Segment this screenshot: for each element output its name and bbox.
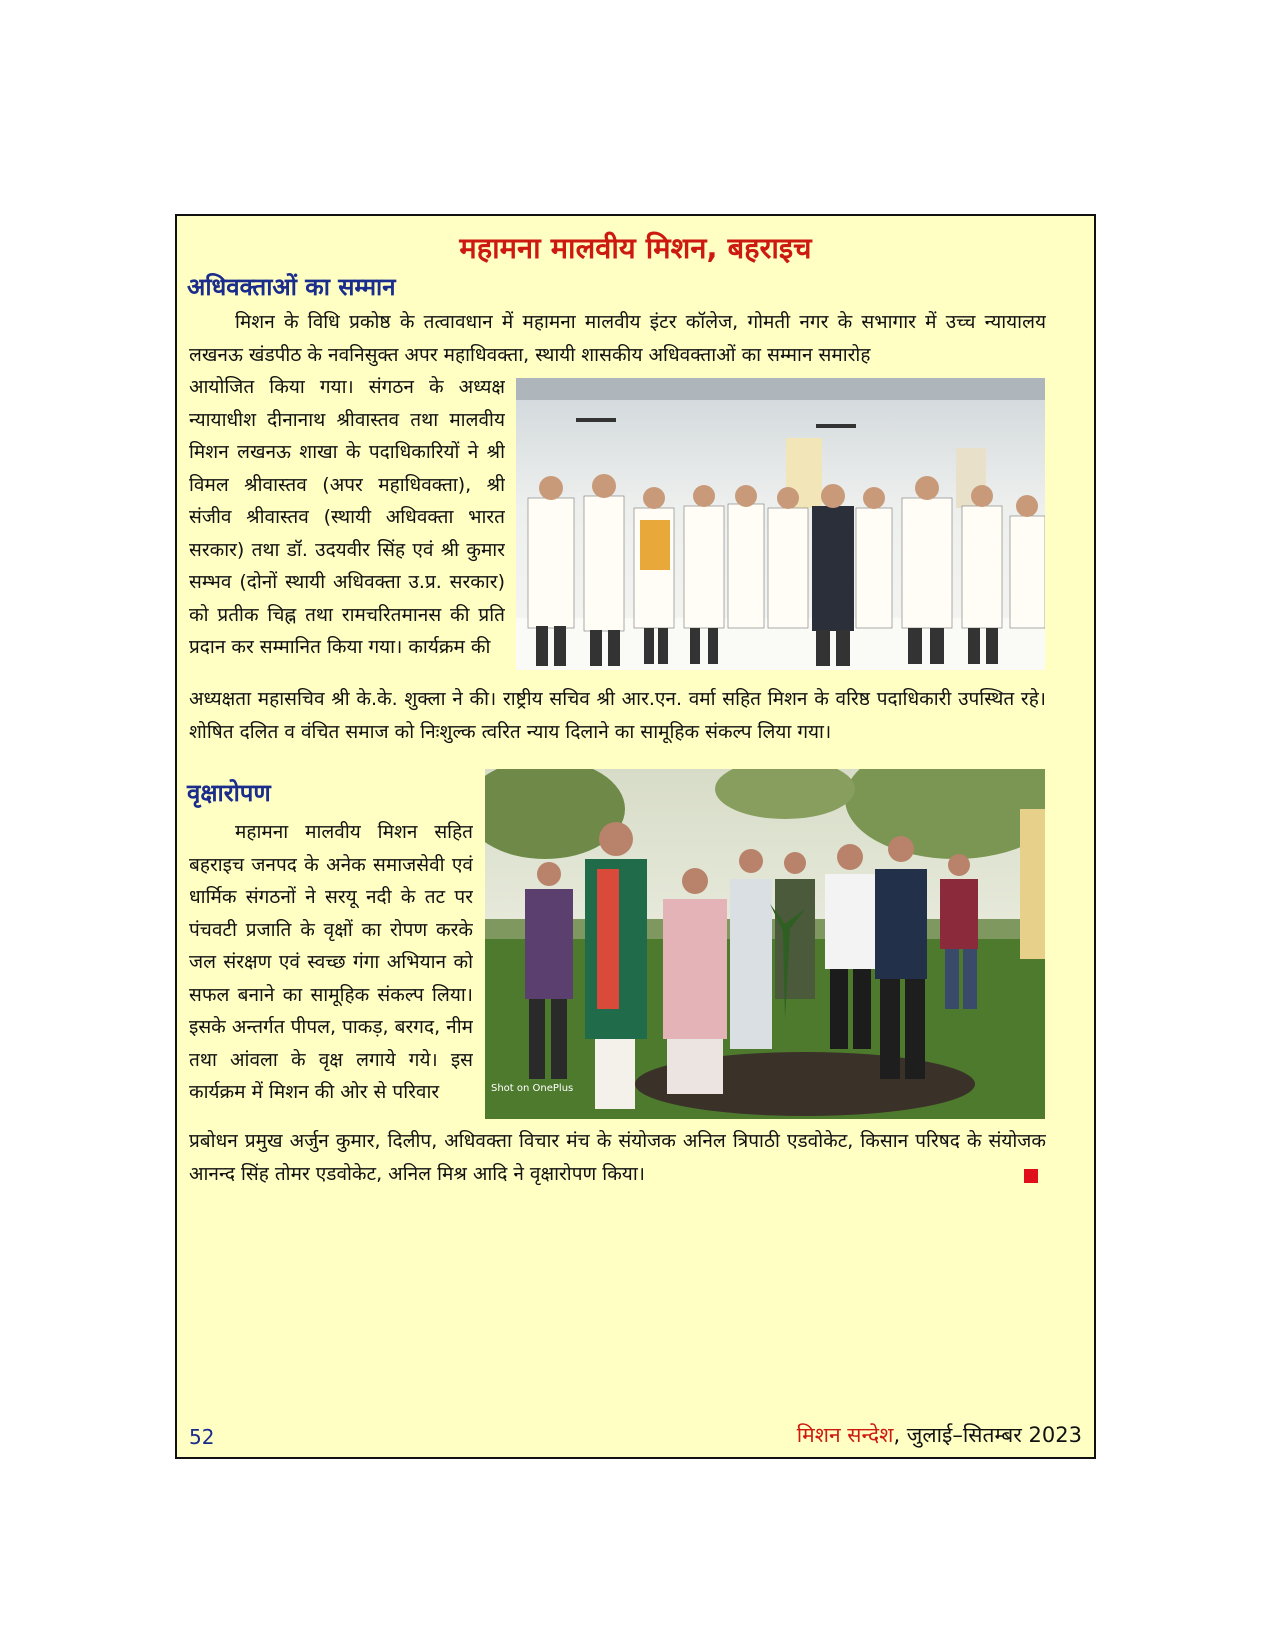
para-honour-bottom: अध्यक्षता महासचिव श्री के.के. शुक्ला ने की। राष्ट्रीय सचिव श्री आर.एन. वर्मा सहित मिशन के वरिष्ठ पदाधिकारी उपस्थित रहे। शोषित दलित व वंचित समाज को निःशुल्क त्वरित न्याय दिलाने का सामूहिक संकल्प लिया गया। [189,688,1046,743]
plantation-photo [485,769,1045,1119]
page-number: 52 [189,1425,215,1449]
page-title: महामना मालवीय मिशन, बहराइच [459,231,812,265]
section-heading-plantation: वृक्षारोपण [187,779,271,807]
article-panel [175,214,1096,1459]
footer-issue [797,1421,1082,1449]
para-honour-side: आयोजित किया गया। संगठन के अध्यक्ष न्यायाधीश दीनानाथ श्रीवास्तव तथा मालवीय मिशन लखनऊ शाखा के पदाधिकारियों ने श्री विमल श्रीवास्तव (अपर महाधिवक्ता), श्री संजीव श्रीवास्तव (स्थायी अधिवक्ता भारत सरकार) तथा डॉ. उदयवीर सिंह एवं श्री कुमार सम्भव (दोनों स्थायी अधिवक्ता उ.प्र. सरकार) को प्रतीक चिह्न तथा रामचरितमानस की प्रति प्रदान कर सम्मानित किया गया। कार्यक्रम की [189,376,505,658]
para-plantation-bottom: प्रबोधन प्रमुख अर्जुन कुमार, दिलीप, अधिवक्ता विचार मंच के संयोजक अनिल त्रिपाठी एडवोकेट, किसान परिषद के संयोजक आनन्द सिंह तोमर एडवोकेट, अनिल मिश्र आदि ने वृक्षारोपण किया। [189,1130,1046,1185]
footer-magazine: मिशन सन्देश [796,1423,894,1447]
article-end-mark [1024,1169,1038,1183]
para-honour-top: मिशन के विधि प्रकोष्ठ के तत्वावधान में महामना मालवीय इंटर कॉलेज, गोमती नगर के सभागार में उच्च न्यायालय लखनऊ खंडपीठ के नवनिसुक्त अपर महाधिवक्ता, स्थायी शासकीय अधिवक्ताओं का सम्मान समारोह [189,311,1046,366]
photo-watermark: Shot on OnePlus [491,1083,574,1094]
footer-date: , जुलाई–सितम्बर 2023 [893,1423,1082,1447]
para-plantation-side: महामना मालवीय मिशन सहित बहराइच जनपद के अनेक समाजसेवी एवं धार्मिक संगठनों ने सरयू नदी के तट पर पंचवटी प्रजाति के वृक्षों का रोपण करके जल संरक्षण एवं स्वच्छ गंगा अभियान को सफल बनाने का सामूहिक संकल्प लिया। इसके अन्तर्गत पीपल, पाकड़, बरगद, नीम तथा आंवला के वृक्ष लगाये गये। इस कार्यक्रम में मिशन की ओर से परिवार [189,821,473,1103]
lawyers-group-photo [516,378,1045,670]
section-heading-honour: अधिवक्ताओं का सम्मान [187,273,396,301]
